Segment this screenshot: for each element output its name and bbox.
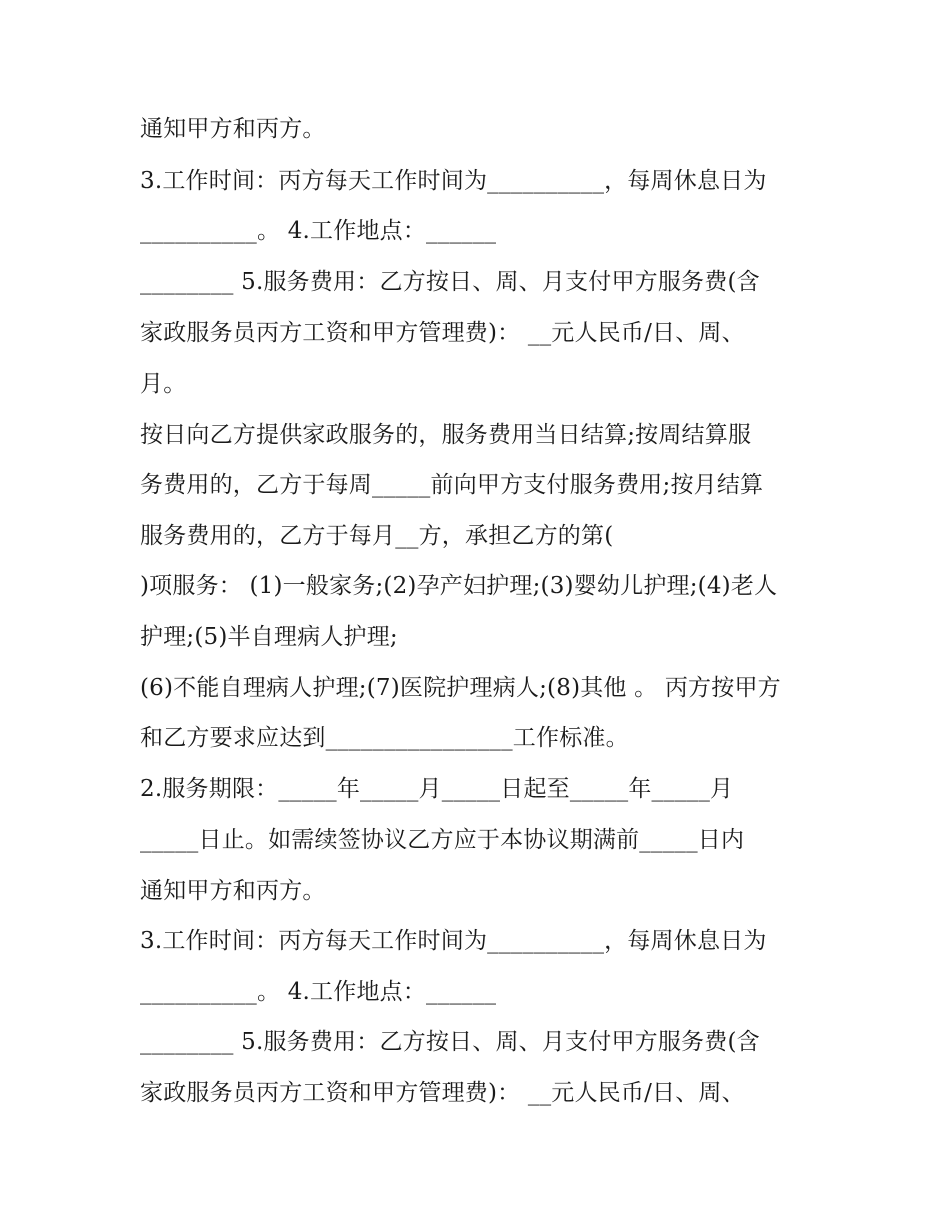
- text-line: ________ 5.服务费用：乙方按日、周、月支付甲方服务费(含: [140, 269, 760, 295]
- text-line: 3.工作时间：丙方每天工作时间为__________，每周休息日为: [140, 928, 767, 954]
- text-line: 月。: [140, 371, 187, 397]
- text-line: __________。 4.工作地点：______: [140, 218, 497, 244]
- text-line: 2.服务期限：_____年_____月_____日起至_____年_____月: [140, 776, 734, 802]
- text-line: 护理;(5)半自理病人护理;: [140, 624, 398, 650]
- text-line: 通知甲方和丙方。: [140, 878, 326, 904]
- text-line: __________。 4.工作地点：______: [140, 979, 497, 1005]
- text-line: 3.工作时间：丙方每天工作时间为__________，每周休息日为: [140, 168, 767, 194]
- text-line: 务费用的，乙方于每周_____前向甲方支付服务费用;按月结算: [140, 472, 764, 498]
- text-line: 服务费用的，乙方于每月__方，承担乙方的第(: [140, 523, 614, 549]
- text-line: ________ 5.服务费用：乙方按日、周、月支付甲方服务费(含: [140, 1029, 760, 1055]
- text-line: 家政服务员丙方工资和甲方管理费)： __元人民币/日、周、: [140, 320, 745, 346]
- text-line: (6)不能自理病人护理;(7)医院护理病人;(8)其他 。 丙方按甲方: [140, 675, 781, 701]
- text-line: 通知甲方和丙方。: [140, 116, 326, 142]
- text-line: )项服务： (1)一般家务;(2)孕产妇护理;(3)婴幼儿护理;(4)老人: [140, 573, 778, 599]
- text-line: 按日向乙方提供家政服务的，服务费用当日结算;按周结算服: [140, 422, 752, 448]
- text-line: 和乙方要求应达到________________工作标准。: [140, 725, 629, 751]
- text-line: 家政服务员丙方工资和甲方管理费)： __元人民币/日、周、: [140, 1080, 745, 1106]
- text-line: _____日止。如需续签协议乙方应于本协议期满前_____日内: [140, 827, 745, 853]
